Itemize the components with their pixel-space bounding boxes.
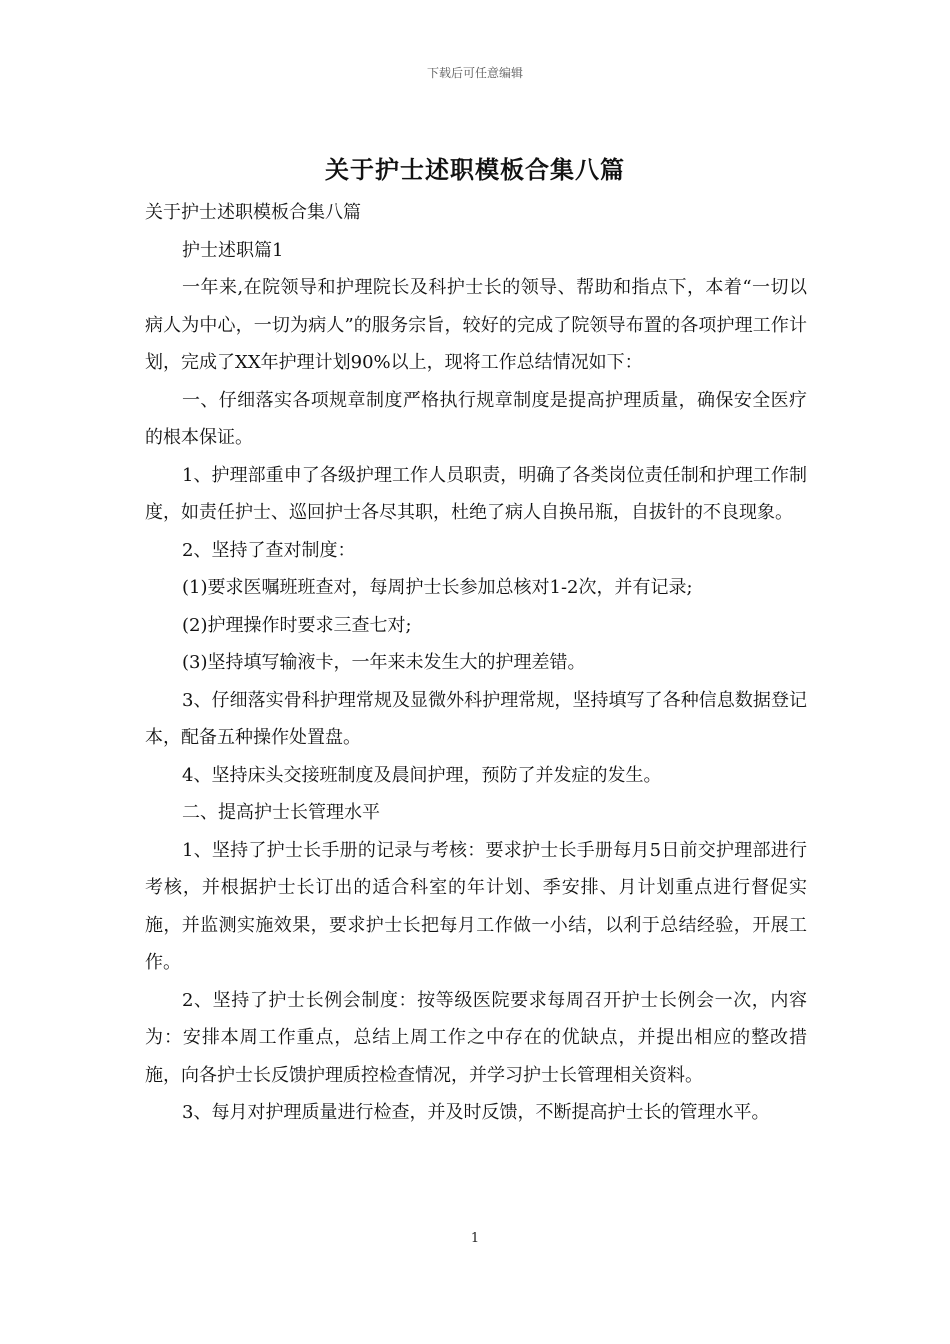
paragraph-subtitle: 关于护士述职模板合集八篇 (145, 202, 361, 223)
header-note: 下载后可任意编辑 (426, 66, 523, 80)
paragraph-item: 1、护理部重申了各级护理工作人员职责，明确了各类岗位责任制和护理工作制度，如责任护士、巡回护士各尽其职，杜绝了病人自换吊瓶，自拔针的不良现象。 (145, 464, 807, 523)
paragraph-item: 2、坚持了查对制度： (182, 539, 356, 561)
paragraph-section-heading: 护士述职篇1 (182, 239, 284, 261)
page-number: 1 (470, 1231, 480, 1246)
paragraph-item: 4、坚持床头交接班制度及晨间护理，预防了并发症的发生。 (182, 764, 662, 786)
paragraph-item: 3、每月对护理质量进行检查，并及时反馈，不断提高护士长的管理水平。 (182, 1102, 770, 1123)
paragraph-intro: 一年来,在院领导和护理院长及科护士长的领导、帮助和指点下，本着“一切以病人为中心，一切为病人”的服务宗旨，较好的完成了院领导布置的各项护理工作计划，完成了XX年护理计划90%以上，现将工作总结情况如下： (145, 277, 807, 373)
document-title: 关于护士述职模板合集八篇 (325, 156, 625, 184)
paragraph-subitem: (1)要求医嘱班班查对，每周护士长参加总核对1-2次，并有记录; (182, 577, 693, 598)
paragraph-item: 1、坚持了护士长手册的记录与考核：要求护士长手册每月5日前交护理部进行考核，并根据护士长订出的适合科室的年计划、季安排、月计划重点进行督促实施，并监测实施效果，要求护士长把每月工作做一小结，以利于总结经验，开展工作。 (145, 839, 807, 973)
paragraph-item: 2、坚持了护士长例会制度：按等级医院要求每周召开护士长例会一次，内容为：安排本周工作重点，总结上周工作之中存在的优缺点，并提出相应的整改措施，向各护士长反馈护理质控检查情况，并学习护士长管理相关资料。 (145, 989, 807, 1086)
paragraph-subitem: (2)护理操作时要求三查七对; (182, 614, 412, 636)
paragraph-subitem: (3)坚持填写输液卡，一年来未发生大的护理差错。 (182, 652, 586, 673)
document-body (145, 194, 807, 1132)
paragraph-heading-1: 一、仔细落实各项规章制度严格执行规章制度是提高护理质量，确保安全医疗的根本保证。 (145, 389, 807, 448)
paragraph-item: 3、仔细落实骨科护理常规及显微外科护理常规，坚持填写了各种信息数据登记本，配备五种操作处置盘。 (145, 689, 807, 748)
paragraph-heading-2: 二、提高护士长管理水平 (182, 802, 380, 823)
